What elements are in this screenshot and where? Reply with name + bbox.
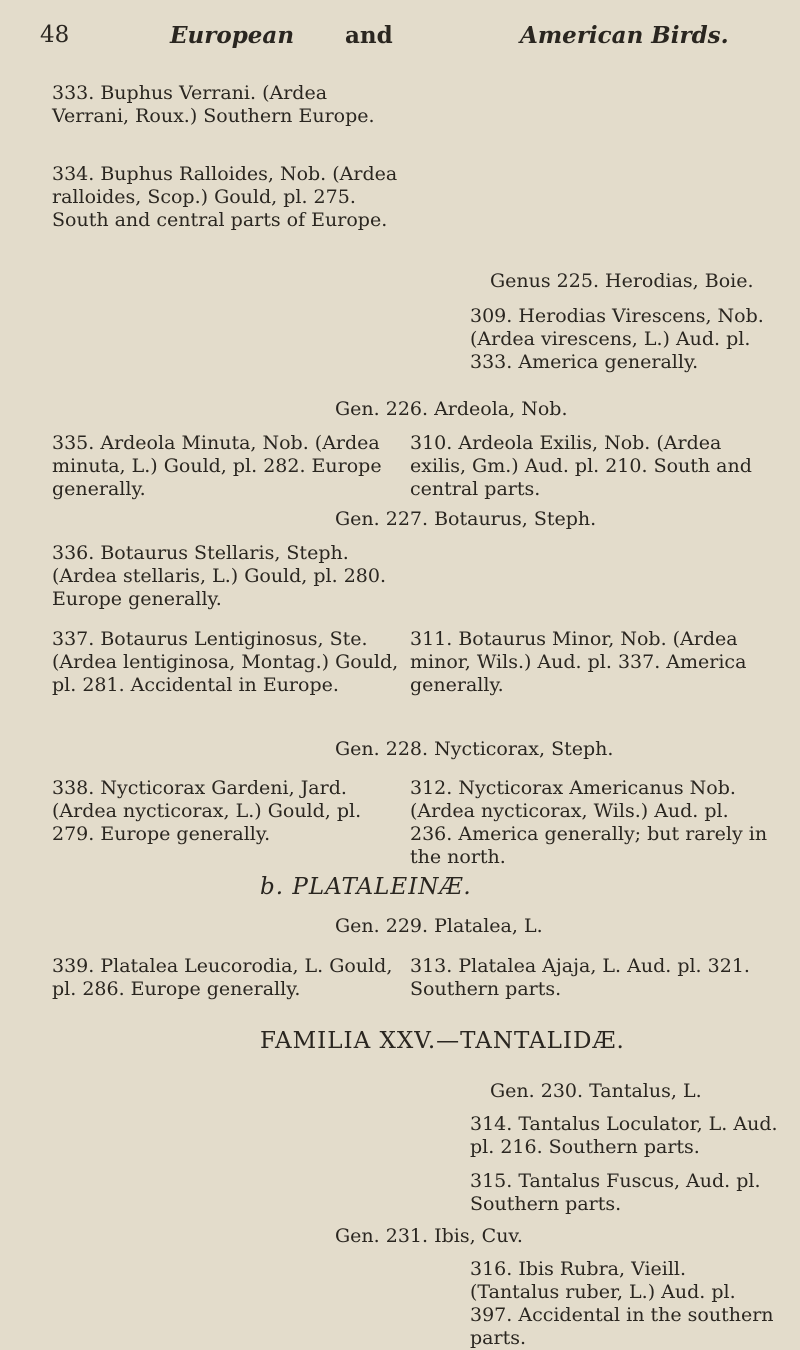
page-number: 48 — [40, 22, 70, 48]
genus-229-heading: Gen. 229. Platalea, L. — [335, 915, 543, 937]
header-left: European — [170, 22, 295, 49]
genus-228-heading: Gen. 228. Nycticorax, Steph. — [335, 738, 614, 760]
entry-315: 315. Tantalus Fuscus, Aud. pl. Southern parts. — [470, 1170, 761, 1215]
genus-225-heading: Genus 225. Herodias, Boie. — [490, 270, 754, 292]
family-heading: FAMILIA XXV.—TANTALIDÆ. — [260, 1028, 625, 1054]
genus-230-heading: Gen. 230. Tantalus, L. — [490, 1080, 702, 1102]
entry-316: 316. Ibis Rubra, Vieill. (Tantalus ruber, L.) Aud. pl. 397. Accidental in the southern parts. — [470, 1258, 774, 1349]
entry-338: 338. Nycticorax Gardeni, Jard. (Ardea nycticorax, L.) Gould, pl. 279. Europe generally. — [52, 777, 362, 845]
subfamily-heading: b. PLATALEINÆ. — [260, 874, 472, 900]
entry-333: 333. Buphus Verrani. (Ardea Verrani, Roux.) Southern Europe. — [52, 82, 375, 127]
header-right: American Birds. — [520, 22, 729, 49]
entry-309: 309. Herodias Virescens, Nob. (Ardea virescens, L.) Aud. pl. 333. America generally. — [470, 305, 764, 373]
entry-337: 337. Botaurus Lentiginosus, Ste. (Ardea lentiginosa, Montag.) Gould, pl. 281. Accidental in Europe. — [52, 628, 399, 696]
entry-313: 313. Platalea Ajaja, L. Aud. pl. 321. Southern parts. — [410, 955, 750, 1000]
entry-311: 311. Botaurus Minor, Nob. (Ardea minor, Wils.) Aud. pl. 337. America generally. — [410, 628, 747, 696]
genus-226-heading: Gen. 226. Ardeola, Nob. — [335, 398, 568, 420]
entry-312: 312. Nycticorax Americanus Nob. (Ardea nycticorax, Wils.) Aud. pl. 236. America generally; but rarely in the north. — [410, 777, 768, 868]
genus-227-heading: Gen. 227. Botaurus, Steph. — [335, 508, 597, 530]
header-center: and — [345, 22, 393, 49]
entry-310: 310. Ardeola Exilis, Nob. (Ardea exilis, Gm.) Aud. pl. 210. South and central parts. — [410, 432, 752, 500]
entry-339: 339. Platalea Leucorodia, L. Gould, pl. 286. Europe generally. — [52, 955, 393, 1000]
entry-314: 314. Tantalus Loculator, L. Aud. pl. 216. Southern parts. — [470, 1113, 778, 1158]
genus-231-heading: Gen. 231. Ibis, Cuv. — [335, 1225, 523, 1247]
running-header — [40, 22, 760, 62]
entry-334: 334. Buphus Ralloides, Nob. (Ardea ralloides, Scop.) Gould, pl. 275. South and central parts of Europe. — [52, 163, 398, 231]
entry-335: 335. Ardeola Minuta, Nob. (Ardea minuta, L.) Gould, pl. 282. Europe generally. — [52, 432, 382, 500]
entry-336: 336. Botaurus Stellaris, Steph. (Ardea stellaris, L.) Gould, pl. 280. Europe generally. — [52, 542, 386, 610]
